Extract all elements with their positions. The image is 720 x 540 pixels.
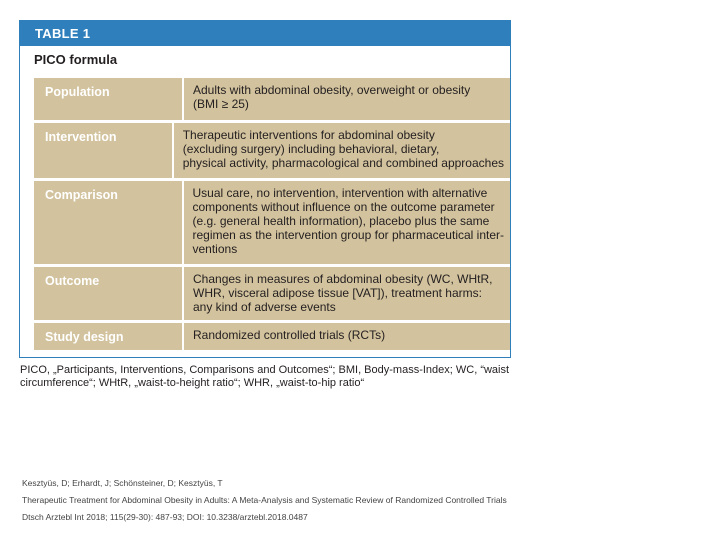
citation bbox=[22, 475, 507, 526]
row-value bbox=[184, 323, 510, 350]
row-label: Study design bbox=[45, 330, 124, 344]
row-value bbox=[184, 78, 510, 120]
citation-authors: Kesztyüs, D; Erhardt, J; Schönsteiner, D; Kesztyüs, T bbox=[22, 478, 223, 488]
row-value-line: Changes in measures of abdominal obesity (WC, WHtR, bbox=[193, 272, 493, 286]
row-value-line: (BMI ≥ 25) bbox=[193, 97, 249, 111]
table-row-study-design bbox=[34, 323, 510, 350]
citation-journal: Dtsch Arztebl Int 2018; 115(29-30): 487-93; DOI: 10.3238/arztebl.2018.0487 bbox=[22, 512, 308, 522]
table-title: PICO formula bbox=[34, 52, 118, 67]
footnote-line: PICO, „Participants, Interventions, Comparisons and Outcomes“; BMI, Body-mass-Index; WC, “waist bbox=[20, 364, 510, 376]
citation-article: Therapeutic Treatment for Abdominal Obesity in Adults: A Meta-Analysis and Systematic Review of Randomized Controlled Trials bbox=[22, 495, 507, 505]
footnote-line: circumference“; WHtR, „waist-to-height ratio“; WHR, „waist-to-hip ratio“ bbox=[20, 377, 365, 389]
row-value-line: (excluding surgery) including behavioral, dietary, bbox=[182, 142, 440, 156]
row-value bbox=[184, 267, 510, 320]
row-label: Outcome bbox=[45, 274, 100, 288]
table-row-comparison bbox=[34, 181, 510, 267]
row-value-line: (e.g. general health information), placebo plus the same bbox=[192, 214, 490, 228]
row-value-line: ventions bbox=[192, 242, 238, 256]
row-value-line: Therapeutic interventions for abdominal obesity bbox=[182, 128, 435, 142]
row-value-line: any kind of adverse events bbox=[193, 300, 336, 314]
table-row-outcome bbox=[34, 267, 510, 323]
row-value-line: Randomized controlled trials (RCTs) bbox=[193, 328, 386, 342]
table-rows bbox=[34, 78, 510, 350]
table-number: TABLE 1 bbox=[20, 21, 510, 46]
row-value-line: regimen as the intervention group for pharmaceutical inter- bbox=[192, 228, 504, 242]
row-value bbox=[184, 181, 511, 264]
row-label: Population bbox=[45, 85, 110, 99]
pico-table bbox=[19, 20, 511, 358]
table-footnote bbox=[20, 364, 510, 390]
row-value-line: Usual care, no intervention, intervention with alternative bbox=[192, 186, 488, 200]
row-value-line: Adults with abdominal obesity, overweight or obesity bbox=[193, 83, 471, 97]
row-label: Comparison bbox=[45, 188, 118, 202]
row-value-line: WHR, visceral adipose tissue [VAT]), treatment harms: bbox=[193, 286, 482, 300]
table-row-intervention bbox=[34, 123, 510, 181]
row-value-line: components without influence on the outcome parameter bbox=[192, 200, 495, 214]
row-value-line: physical activity, pharmacological and combined approaches bbox=[182, 156, 504, 170]
table-row-population bbox=[34, 78, 510, 123]
row-label: Intervention bbox=[45, 130, 117, 144]
row-value bbox=[174, 123, 510, 178]
